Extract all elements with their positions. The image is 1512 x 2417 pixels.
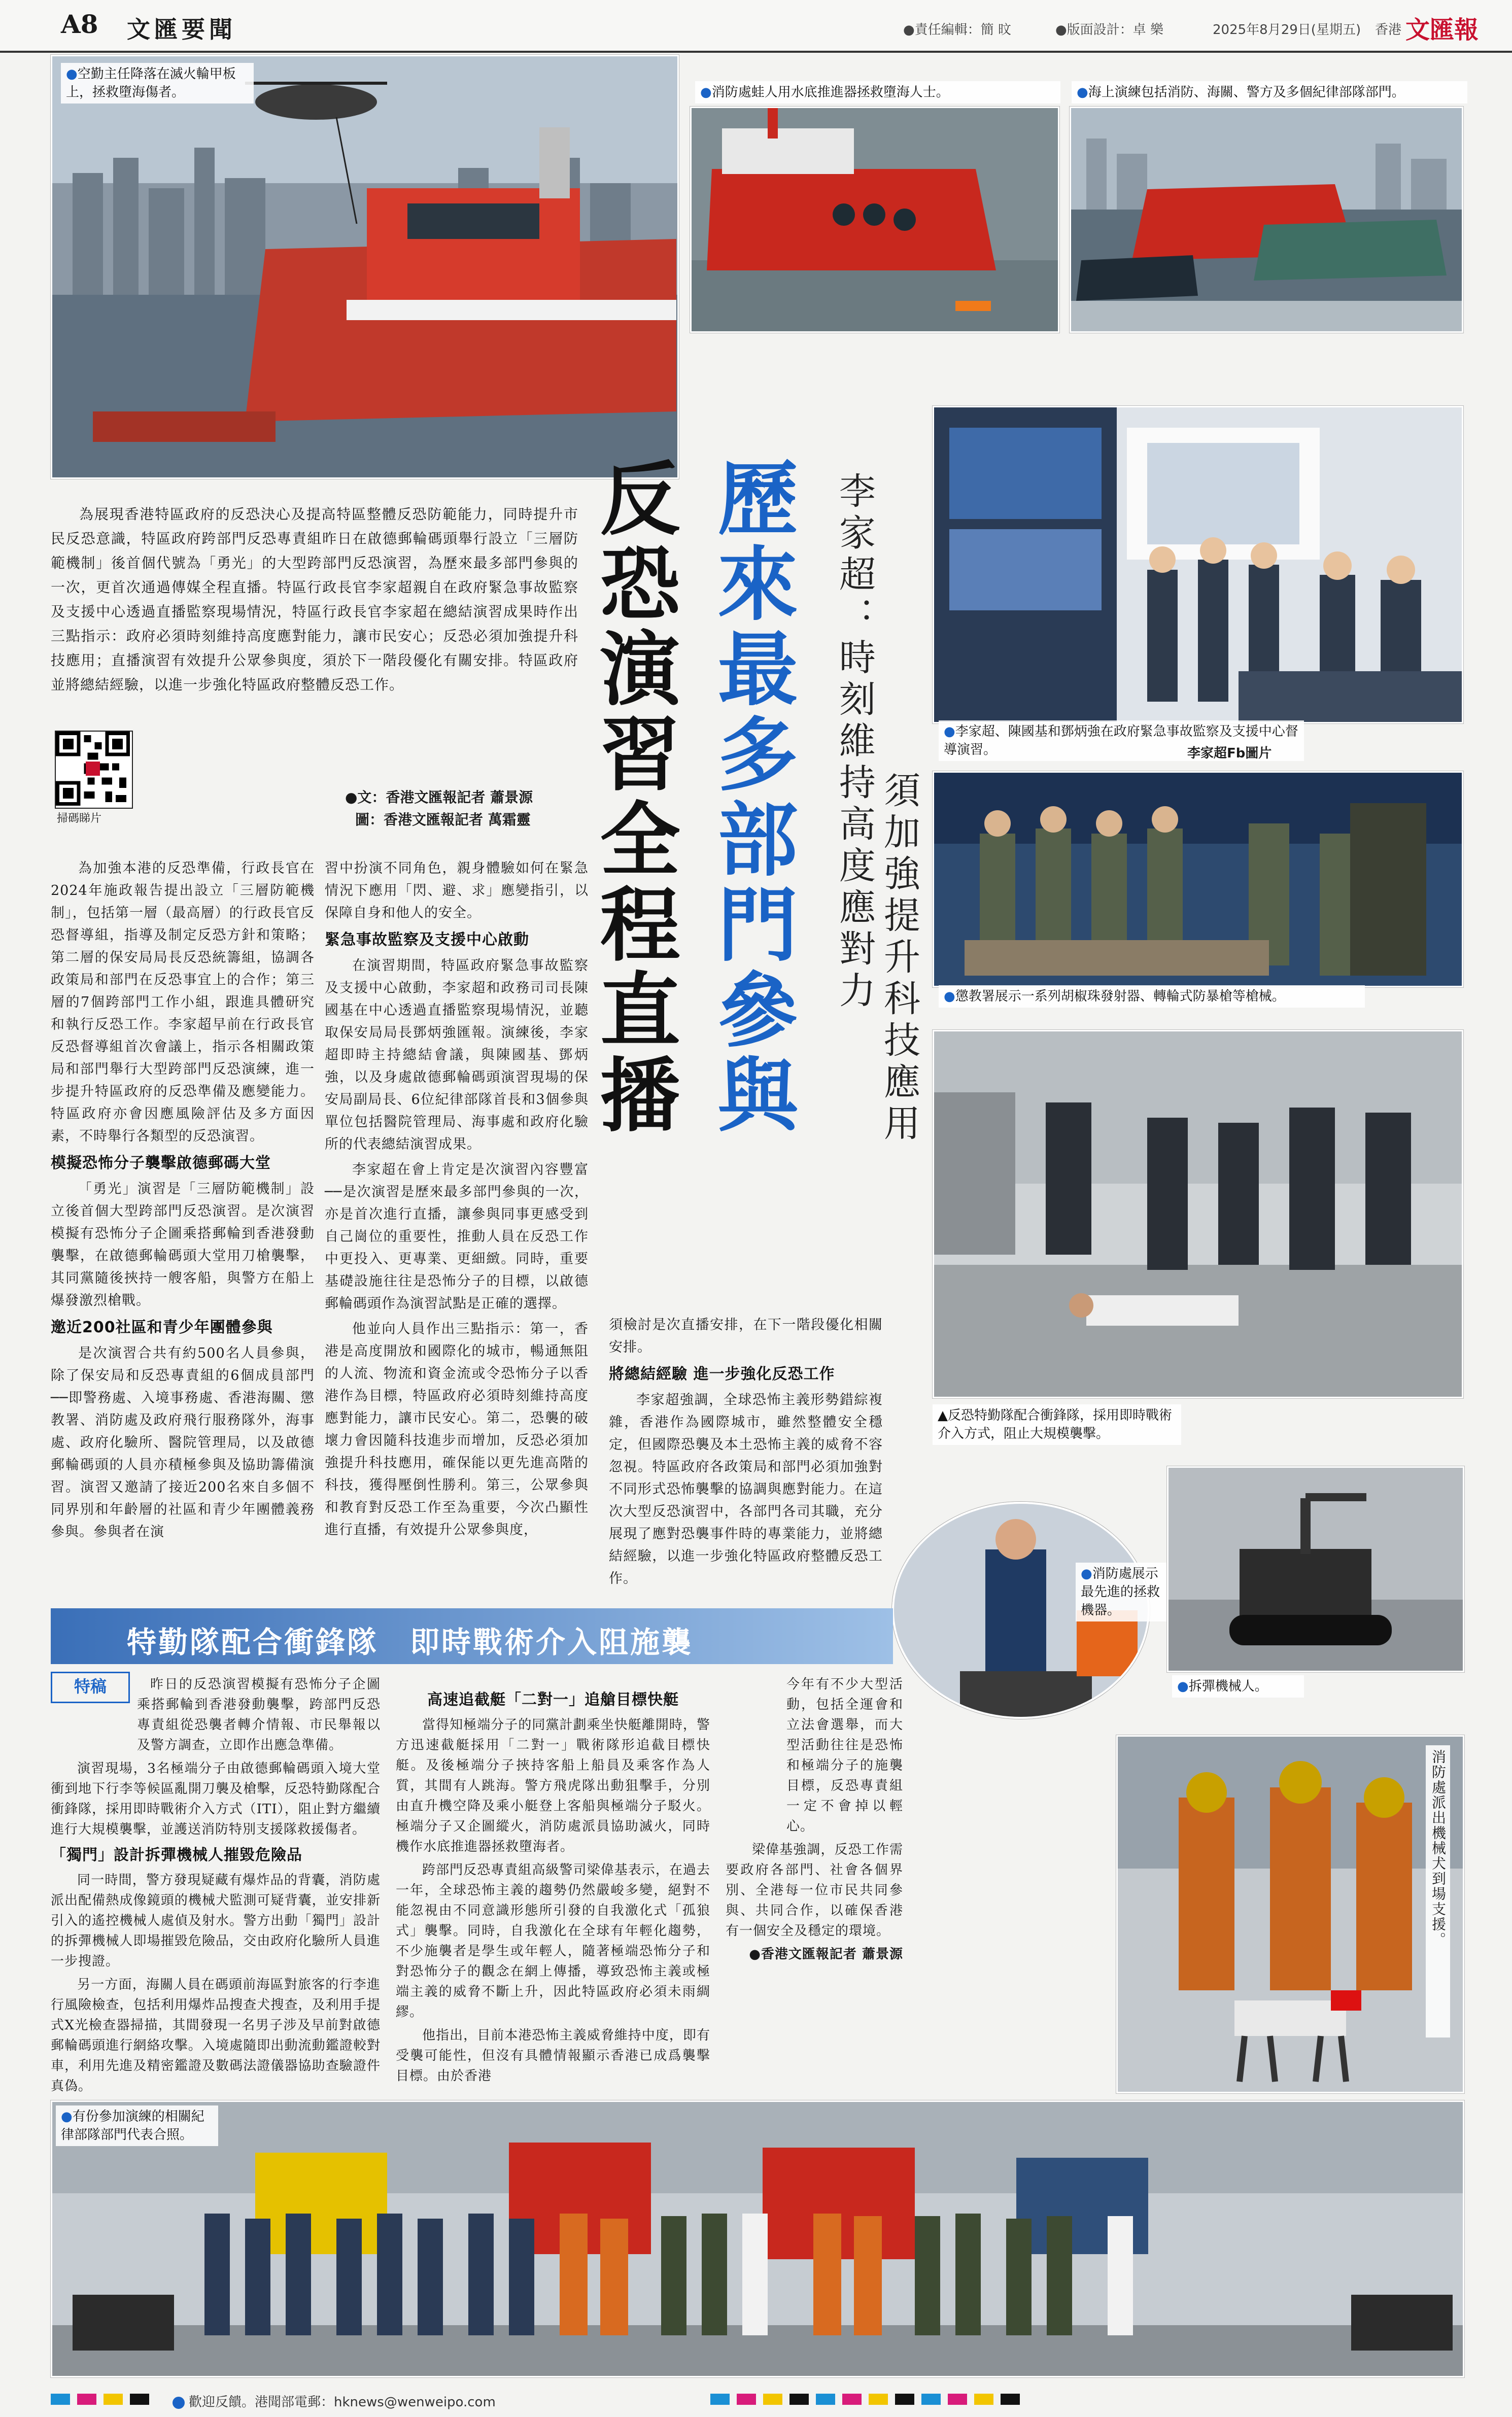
command-center-caption: ●李家超、陳國基和鄧炳強在政府緊急事故監察及支援中心督導演習。 [939, 720, 1304, 761]
page-footer [51, 2390, 1461, 2410]
subhead-cruise-terminal: 模擬恐怖分子襲擊啟德郵碼大堂 [51, 1154, 271, 1172]
color-swatch [710, 2394, 730, 2405]
sea-drill-caption: ●海上演練包括消防、海關、警方及多個紀律部隊部門。 [1072, 81, 1467, 103]
group-photo-caption: ●有份參加演練的相關紀律部隊部門代表合照。 [56, 2105, 218, 2146]
feature-banner-title: 特勤隊配合衝鋒隊 即時戰術介入阻施襲 [127, 1625, 694, 1660]
color-registration-bar-left [51, 2394, 156, 2407]
color-swatch [763, 2394, 782, 2405]
region-label: 香港 [1375, 22, 1402, 38]
color-swatch [948, 2394, 967, 2405]
helicopter-rescue-photo [51, 55, 679, 479]
tactical-team-photo [933, 1030, 1463, 1398]
article-column-1: 為加強本港的反恐準備，行政長官在2024年施政報告提出設立「三層防範機制」，包括第一層（最高層）的行政長官反恐督導組，指導及制定反恐方針和策略；第二層的保安局局長反恐統籌組，協調各政策局和部門在反恐事宜上的合作；第三層的7個跨部門工作小組，跟進具體研究和執行反恐工作。李家超早前在行政長官反恐督導組首次會議上，指示各相關政策局和部門舉行大型跨部門反恐演練，進一步提升特區政府的反恐準備及應變能力。特區政府亦會因應風險評估及多方面因素，不時舉行各類型的反恐演習。 模擬恐怖分子襲擊啟德郵碼大堂 「勇光」演習是「三層防範機制」設立後首個大型跨部門反恐演習。是次演習模擬有恐怖分子企圖乘搭郵輪到香港發動襲擊，在啟德郵輪碼頭大堂用刀槍襲擊，其同黨隨後挾持一艘客船，與警方在船上爆發激烈槍戰。 邀近200社區和青少年團體參與 是次演習合共有約500名人員參與，除了保安局和反恐專責組的6個成員部門──即警務處、入境事務處、香港海關、懲教署、消防處及政府飛行服務隊外，海事處、政府化驗所、醫院管理局，以及啟德郵輪碼頭的人員亦積極參與及協助籌備演習。演習又邀請了接近200名來自多個不同界別和年齡層的社區和青少年團體義務參與。參與者在演 [51, 860, 315, 1540]
color-swatch [842, 2394, 862, 2405]
rescue-robot-caption: ●消防處展示最先進的拯救機器。 [1076, 1563, 1172, 1621]
command-center-credit: 李家超Fb圖片 [1187, 746, 1272, 761]
color-swatch [816, 2394, 835, 2405]
subheadline-1: 李家超：時刻維持高度應對力 [833, 472, 876, 1013]
color-swatch [869, 2394, 888, 2405]
bomb-robot-caption: ●拆彈機械人。 [1172, 1675, 1304, 1698]
subhead-speedboat: 高速追截艇「二對一」追艙目標快艇 [427, 1691, 679, 1709]
color-swatch [77, 2394, 96, 2405]
byline-photo: 圖：香港文匯報記者 萬霜靈 [355, 811, 531, 828]
footer-feedback[interactable]: 歡迎反饋。港聞部電郵：hknews@wenweipo.com [173, 2392, 496, 2410]
headline-line-2: 反恐演習全程直播 [587, 457, 680, 1138]
issue-date: 2025年8月29日(星期五) [1213, 22, 1361, 38]
qr-label: 掃碼睇片 [57, 812, 102, 825]
color-swatch [737, 2394, 756, 2405]
newspaper-logo: 文匯報 [1405, 16, 1479, 44]
subheadline-2: 須加強提升科技應用 [878, 771, 920, 1146]
color-swatch [51, 2394, 70, 2405]
group-photo [51, 2100, 1464, 2377]
feature-column-3: 今年有不少大型活動，包括全運會和立法會選舉，而大型活動往往是恐怖和極端分子的施襲目標，反恐專責組一定不會掉以輕心。 梁偉基強調，反恐工作需要政府各部門、社會各個界別、全港每一位市民共同參與、共同合作，以確保香港有一個安全及穩定的環境。 ●香港文匯報記者 蕭景源 [726, 1674, 903, 1964]
editor-credit: ●責任編輯：簡 旼 [903, 22, 1011, 38]
qr-code[interactable] [55, 731, 133, 809]
color-swatch [921, 2394, 941, 2405]
feature-byline: ●香港文匯報記者 蕭景源 [749, 1947, 903, 1962]
article-column-2: 習中扮演不同角色，親身體驗如何在緊急情況下應用「閃、避、求」應變指引，以保障自身和他人的安全。 緊急事故監察及支援中心啟動 在演習期間，特區政府緊急事故監察及支援中心啟動，李家超和政務司司長陳國基在中心透過直播監察現場情況，並聽取保安局局長鄧炳強匯報。演練後，李家超即時主持總結會議，與陳國基、鄧炳強，以及身處啟德郵輪碼頭演習現場的保安局副局長、6位紀律部隊首長和3個參與單位包括醫院管理局、海事處和政府化驗所的代表總結演習成果。 李家超在會上肯定是次演習內容豐富──是次演習是歷來最多部門參與的一次，亦是首次進行直播，讓參與同事更感受到自己崗位的重要性，推動人員在反恐工作中更投入、更專業、更細緻。同時，重要基礎設施往往是恐怖分子的目標，以啟德郵輪碼頭作為演習試點是正確的選擇。 他並向人員作出三點指示：第一，香港是高度開放和國際化的城市，暢通無阻的人流、物流和資金流或令恐怖分子以香港作為目標，特區政府必須時刻維持高度應對能力，讓市民安心。第二，恐襲的破壞力會因隨科技進步而增加，反恐必須加強提升科技應用，確保能以更先進高階的科技，獲得壓倒性勝利。第三，公眾參與和教育對反恐工作至為重要，今次凸顯性進行直播，有效提升公眾參與度， [325, 860, 589, 1538]
designer-credit: ●版面設計：卓 樂 [1055, 22, 1163, 38]
subhead-emergency-center: 緊急事故監察及支援中心啟動 [325, 931, 529, 949]
corrections-weapons-photo [933, 771, 1463, 987]
firefighter-divers-photo [690, 107, 1059, 333]
feedback-icon [173, 2397, 185, 2409]
color-registration-bar-right [710, 2394, 1027, 2407]
byline-text: ●文：香港文匯報記者 蕭景源 [345, 789, 533, 806]
sea-drill-photo [1070, 107, 1463, 333]
color-swatch [974, 2394, 993, 2405]
headline-line-1: 歷來最多部門參與 [704, 457, 798, 1138]
robot-dog-photo [1116, 1735, 1464, 2093]
color-swatch [130, 2394, 149, 2405]
color-swatch [104, 2394, 123, 2405]
helicopter-caption: ●空勤主任降落在滅火輪甲板上，拯救墮海傷者。 [61, 63, 254, 103]
subhead-bomb-robot: 「獨門」設計拆彈機械人摧毀危險品 [51, 1846, 302, 1864]
color-swatch [1001, 2394, 1020, 2405]
robot-dog-caption: 消防處派出機械犬到場支援。 [1426, 1745, 1450, 2038]
article-column-3: 須檢討是次直播安排，在下一階段優化相關安排。 將總結經驗 進一步強化反恐工作 李家超強調，全球恐怖主義形勢錯綜複雜，香港作為國際城市，雖然整體安全穩定，但國際恐襲及本土恐怖主義的威脅不容忽視。特區政府各政策局和部門必須加強對不同形式恐怖襲擊的協調與應對能力。在這次大型反恐演習中，各部門各司其職，充分展現了應對恐襲事件時的專業能力，並將總結經驗，以進一步強化特區政府整體反恐工作。 [609, 1317, 883, 1586]
tactical-caption: ▲反恐特勤隊配合衝鋒隊，採用即時戰術介入方式，阻止大規模襲擊。 [933, 1404, 1181, 1445]
weapons-caption: ●懲教署展示一系列胡椒珠發射器、轉輪式防暴槍等槍械。 [939, 985, 1365, 1008]
subhead-review: 將總結經驗 進一步強化反恐工作 [609, 1365, 835, 1383]
color-swatch [789, 2394, 809, 2405]
page-number: A8 [61, 9, 98, 39]
color-swatch [895, 2394, 914, 2405]
section-title: 文匯要聞 [127, 16, 236, 43]
feature-tag: 特稿 [51, 1672, 130, 1703]
firefighter-caption: ●消防處蛙人用水底推進器拯救墮海人士。 [695, 81, 1060, 103]
subhead-community: 邀近200社區和青少年團體參與 [51, 1319, 273, 1336]
page-header [0, 0, 1512, 53]
bomb-robot-photo [1167, 1466, 1464, 1672]
feature-column-2: 高速追截艇「二對一」追艙目標快艇 當得知極端分子的同黨計劃乘坐快艇離開時，警方迅速截艇採用「二對一」戰術隊形追截目標快艇。及後極端分子挾持客船上船員及乘客作為人質，其間有人跳海。警方飛虎隊出動狙擊手，分別由直升機空降及乘小艇登上客船與極端分子駁火。極端分子又企圖縱火，消防處派員協助滅火，同時機作水底推進器拯救墮海者。 跨部門反恐專責組高級警司梁偉基表示，在過去一年，全球恐怖主義的趨勢仍然嚴峻多變，絕對不能忽視由不同意識形態所引發的自我激化式「孤狼式」襲擊。同時，自我激化在全球有年輕化趨勢，不少施襲者是學生或年輕人，隨著極端恐怖分子和對恐怖分子的觀念在網上傳播，導致恐怖主義或極端主義的威脅不斷上升，因此特區政府必須未雨綢繆。 他指出，目前本港恐怖主義威脅維持中度，即有受襲可能性，但沒有具體情報顯示香港已成爲襲擊目標。由於香港 [396, 1684, 710, 2089]
feature-banner [51, 1608, 893, 1664]
feature-column-1: 昨日的反恐演習模擬有恐怖分子企圖乘搭郵輪到香港發動襲擊，跨部門反恐專責組從恐襲者轉介情報、市民舉報以及警方調查，立即作出應急準備。 演習現場，3名極端分子由啟德郵輪碼頭入境大堂衝到地下行李等候區亂開刀襲及槍擊，反恐特勤隊配合衝鋒隊，採用即時戰術介入方式（ITI），阻止對方繼續進行大規模襲擊，並護送消防特別支援隊救援傷者。 「獨門」設計拆彈機械人摧毀危險品 同一時間，警方發現疑藏有爆炸品的背囊，消防處派出配備熱成像鏡頭的機械犬監測可疑背囊，並安排新引入的遙控機械人處偵及射水。警方出動「獨門」設計的拆彈機械人即場摧毀危險品，交由政府化驗所人員進一步搜證。 另一方面，海關人員在碼頭前海區對旅客的行李進行風險檢查，包括利用爆炸品搜查犬搜查，及利用手提式X光檢查器掃描，其間發現一名男子涉及早前對啟德郵輪碼頭進行網絡攻擊。入境處隨即出動流動鑑證較對車，利用先進及精密鑑證及數碼法證儀器協助查驗證件真偽。 [51, 1677, 381, 2094]
command-center-photo [933, 406, 1463, 723]
intro-paragraph: 為展現香港特區政府的反恐決心及提高特區整體反恐防範能力，同時提升市民反恐意識，特區政府跨部門反恐專責組昨日在啟德郵輪碼頭舉行設立「三層防範機制」後首個代號為「勇光」的大型跨部門反恐演習，為歷來最多部門參與的一次，更首次通過傳媒全程直播。特區行政長官李家超親自在政府緊急事故監察及支援中心透過直播監察現場情況，特區行政長官李家超在總結演習成果時作出三點指示：政府必須時刻維持高度應對能力，讓市民安心；反恐必須加強提升科技應用；直播演習有效提升公眾參與度，須於下一階段優化有關安排。特區政府並將總結經驗，以進一步強化特區政府整體反恐工作。 [51, 506, 578, 693]
